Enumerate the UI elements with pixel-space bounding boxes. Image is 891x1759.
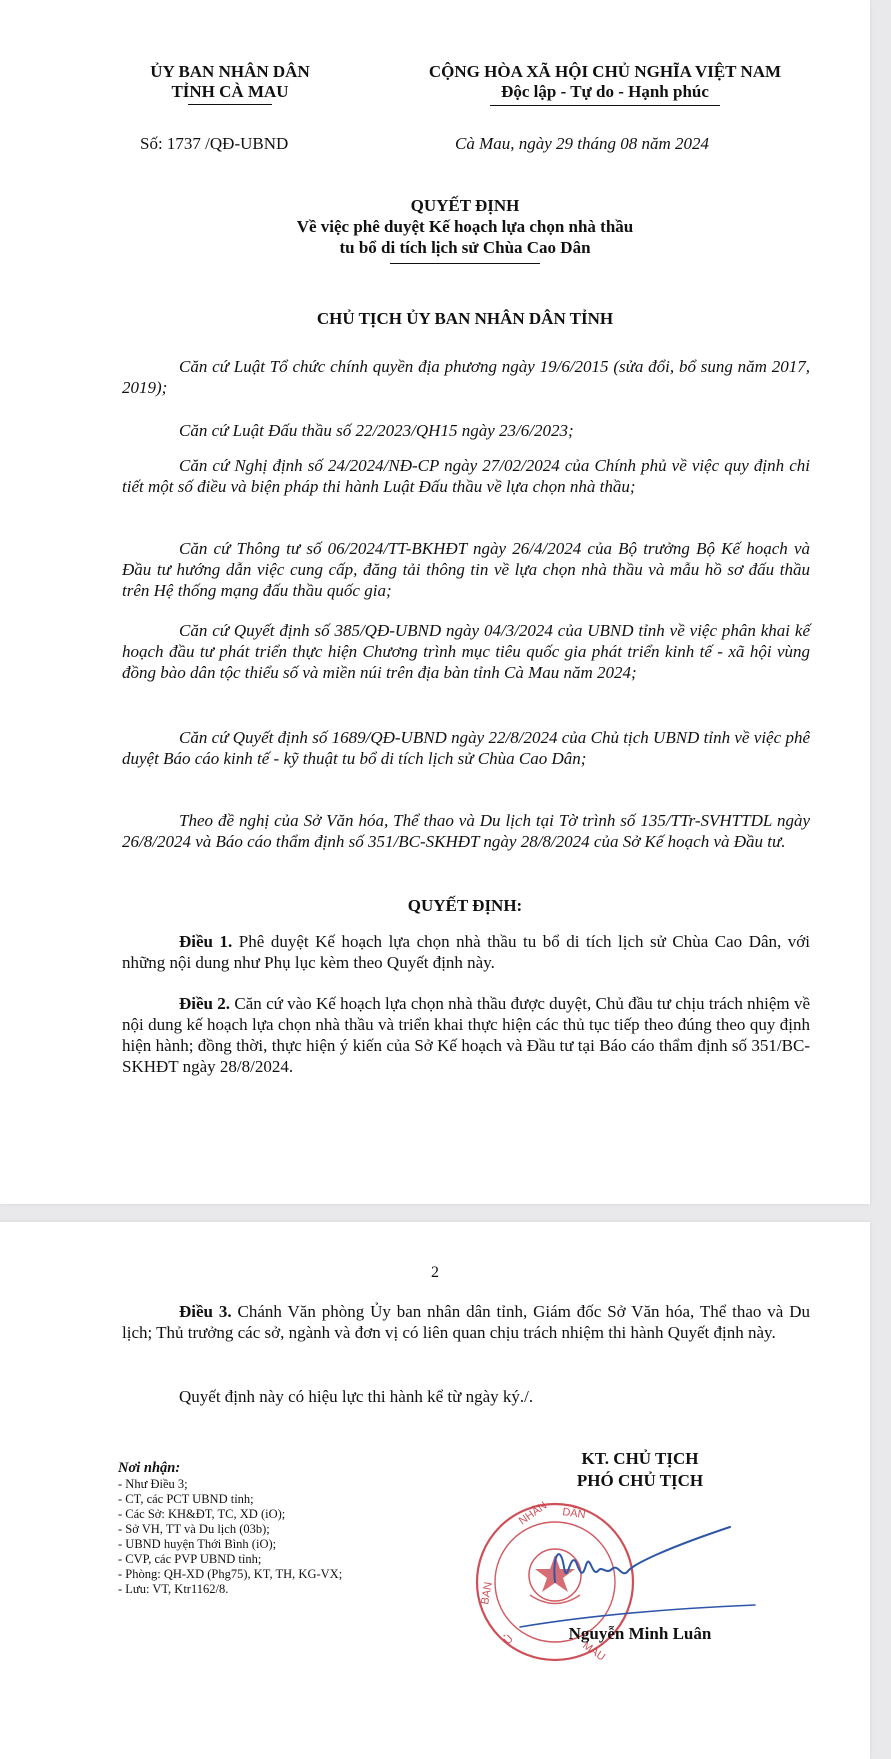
effect-clause: Quyết định này có hiệu lực thi hành kể từ ngày ký./. xyxy=(179,1387,534,1406)
article-3-text: Chánh Văn phòng Ủy ban nhân dân tỉnh, Giám đốc Sở Văn hóa, Thể thao và Du lịch; Thủ trưởng các sở, ngành và đơn vị có liên quan chịu trách nhiệm thi hành Quyết định này. xyxy=(122,1302,810,1342)
svg-text:MAU: MAU xyxy=(580,1639,608,1664)
issuer-line-2: TỈNH CÀ MAU xyxy=(171,82,289,101)
article-2 xyxy=(122,993,810,1077)
article-3 xyxy=(122,1301,810,1343)
document-title xyxy=(160,195,770,258)
issuer-name xyxy=(130,62,330,102)
recipients-list xyxy=(118,1459,342,1597)
document-page-2 xyxy=(0,1222,870,1759)
svg-text:DÂN: DÂN xyxy=(561,1506,587,1522)
article-2-label: Điều 2. xyxy=(179,994,231,1013)
recipient-item: - CT, các PCT UBND tỉnh; xyxy=(118,1492,254,1506)
article-3-label: Điều 3. xyxy=(179,1302,232,1321)
svg-text:Ủ: Ủ xyxy=(501,1633,516,1648)
article-1-text: Phê duyệt Kế hoạch lựa chọn nhà thầu tu bổ di tích lịch sử Chùa Cao Dân, với những nội dung như Phụ lục kèm theo Quyết định này. xyxy=(122,932,811,972)
title-subject-1: Về việc phê duyệt Kế hoạch lựa chọn nhà thầu xyxy=(296,217,634,236)
issuing-authority: CHỦ TỊCH ỦY BAN NHÂN DÂN TỈNH xyxy=(316,309,614,328)
recipients-title: Nơi nhận: xyxy=(118,1460,181,1476)
recipient-item: - Phòng: QH-XD (Phg75), KT, TH, KG-VX; xyxy=(118,1567,343,1581)
recipient-item: - Lưu: VT, Ktr1162/8. xyxy=(118,1582,229,1596)
national-motto xyxy=(400,62,810,102)
legal-basis-2: Căn cứ Luật Đấu thầu số 22/2023/QH15 ngày 23/6/2023; xyxy=(179,421,574,440)
signature-block xyxy=(520,1448,760,1492)
nation-name: CỘNG HÒA XÃ HỘI CHỦ NGHĨA VIỆT NAM xyxy=(428,62,782,81)
recipient-item: - Như Điều 3; xyxy=(118,1477,188,1491)
legal-basis-1: Căn cứ Luật Tổ chức chính quyền địa phương ngày 19/6/2015 (sửa đổi, bổ sung năm 2017, 2019); xyxy=(122,357,810,397)
decision-heading: QUYẾT ĐỊNH: xyxy=(407,896,523,915)
motto-underline xyxy=(490,105,720,106)
svg-text:NHÂN: NHÂN xyxy=(516,1499,550,1528)
issuer-underline xyxy=(188,104,272,105)
article-2-text: Căn cứ vào Kế hoạch lựa chọn nhà thầu được duyệt, Chủ đầu tư chịu trách nhiệm về nội dung kế hoạch lựa chọn nhà thầu và triển khai thực hiện các thủ tục tiếp theo đúng theo quy định hiện hành; đồng thời, thực hiện ý kiến của Sở Kế hoạch và Đầu tư tại Báo cáo thẩm định số 351/BC-SKHĐT ngày 28/8/2024. xyxy=(122,994,810,1076)
handwritten-signature xyxy=(520,1527,755,1627)
legal-basis-6: Căn cứ Quyết định số 1689/QĐ-UBND ngày 22/8/2024 của Chủ tịch UBND tỉnh về việc phê duyệt Báo cáo kinh tế - kỹ thuật tu bổ di tích lịch sử Chùa Cao Dân; xyxy=(122,728,810,768)
recipient-item: - CVP, các PVP UBND tỉnh; xyxy=(118,1552,262,1566)
legal-basis-4: Căn cứ Thông tư số 06/2024/TT-BKHĐT ngày 26/4/2024 của Bộ trưởng Bộ Kế hoạch và Đầu tư hướng dẫn việc cung cấp, đăng tải thông tin về lựa chọn nhà thầu và mẫu hồ sơ đấu thầu trên Hệ thống mạng đấu thầu quốc gia; xyxy=(122,539,810,600)
title-underline xyxy=(390,263,540,264)
title-main: QUYẾT ĐỊNH xyxy=(410,196,520,215)
document-number: Số: 1737 /QĐ-UBND xyxy=(140,134,289,153)
issuer-line-1: ỦY BAN NHÂN DÂN xyxy=(150,62,310,81)
article-1 xyxy=(122,931,810,973)
recipient-item: - UBND huyện Thới Bình (iO); xyxy=(118,1537,277,1551)
legal-basis-3: Căn cứ Nghị định số 24/2024/NĐ-CP ngày 27/02/2024 của Chính phủ về việc quy định chi tiết một số điều và biện pháp thi hành Luật Đấu thầu về lựa chọn nhà thầu; xyxy=(122,456,810,496)
legal-basis-7: Theo đề nghị của Sở Văn hóa, Thể thao và Du lịch tại Tờ trình số 135/TTr-SVHTTDL ngày 26/8/2024 và Báo cáo thẩm định số 351/BC-SKHĐT ngày 28/8/2024 của Sở Kế hoạch và Đầu tư. xyxy=(122,811,810,851)
recipient-item: - Sở VH, TT và Du lịch (03b); xyxy=(118,1522,270,1536)
svg-text:BAN: BAN xyxy=(479,1581,495,1606)
signature-title-1: KT. CHỦ TỊCH xyxy=(581,1449,699,1468)
legal-basis-5: Căn cứ Quyết định số 385/QĐ-UBND ngày 04/3/2024 của UBND tỉnh về việc phân khai kế hoạch đầu tư phát triển thực hiện Chương trình mục tiêu quốc gia phát triển kinh tế - xã hội vùng đồng bào dân tộc thiểu số và miền núi trên địa bàn tỉnh Cà Mau năm 2024; xyxy=(122,621,810,682)
article-1-label: Điều 1. xyxy=(179,932,233,951)
signer-name: Nguyễn Minh Luân xyxy=(568,1624,712,1643)
place-and-date: Cà Mau, ngày 29 tháng 08 năm 2024 xyxy=(455,134,710,153)
recipient-item: - Các Sở: KH&ĐT, TC, XD (iO); xyxy=(118,1507,286,1521)
page-number: 2 xyxy=(431,1264,439,1281)
title-subject-2: tu bổ di tích lịch sử Chùa Cao Dân xyxy=(339,238,591,257)
motto: Độc lập - Tự do - Hạnh phúc xyxy=(501,82,709,101)
signature-title-2: PHÓ CHỦ TỊCH xyxy=(576,1471,704,1490)
